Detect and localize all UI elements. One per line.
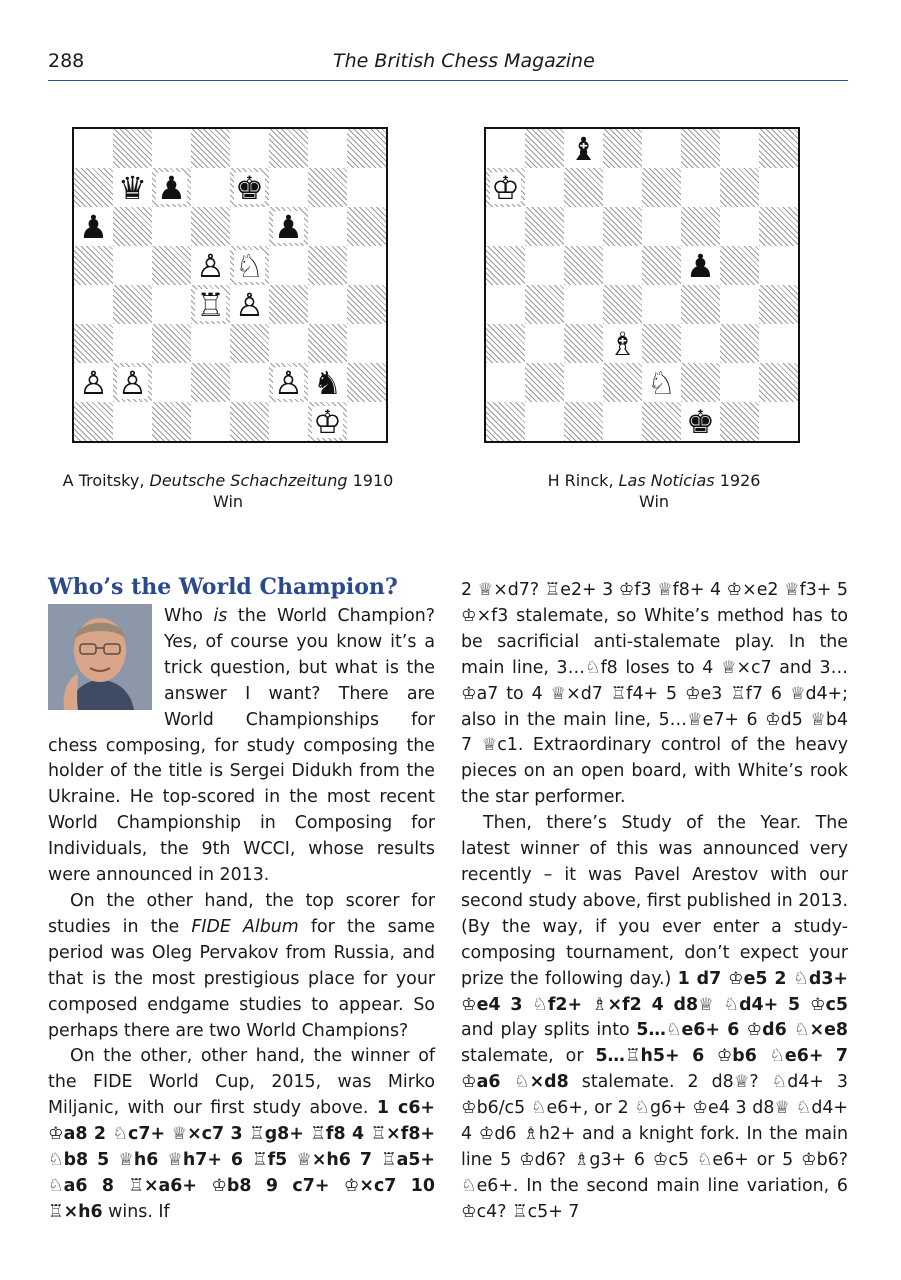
square-f7 (269, 168, 308, 207)
square-g7 (720, 168, 759, 207)
square-a2 (486, 363, 525, 402)
left-column (48, 604, 435, 1226)
square-d2 (603, 363, 642, 402)
caption-year: 1910 (347, 471, 394, 490)
square-f3 (269, 324, 308, 363)
square-a5 (486, 246, 525, 285)
square-g1 (308, 402, 347, 441)
square-d4 (603, 285, 642, 324)
chess-piece-icon: ♚ (235, 168, 264, 207)
square-h3 (347, 324, 386, 363)
chess-piece-icon: ♙ (118, 363, 147, 402)
square-b8 (113, 129, 152, 168)
square-g4 (720, 285, 759, 324)
square-d4 (191, 285, 230, 324)
square-e4 (230, 285, 269, 324)
square-h8 (759, 129, 798, 168)
square-e6 (230, 207, 269, 246)
square-a1 (486, 402, 525, 441)
square-g6 (308, 207, 347, 246)
square-c5 (564, 246, 603, 285)
page-number: 288 (48, 50, 85, 72)
square-h3 (759, 324, 798, 363)
square-f8 (681, 129, 720, 168)
square-g6 (720, 207, 759, 246)
square-f6 (681, 207, 720, 246)
square-f8 (269, 129, 308, 168)
square-g5 (720, 246, 759, 285)
caption-result: Win (212, 492, 244, 511)
square-c7 (564, 168, 603, 207)
square-f4 (681, 285, 720, 324)
square-d7 (603, 168, 642, 207)
square-e1 (642, 402, 681, 441)
chess-piece-icon: ♘ (235, 246, 264, 285)
chess-piece-icon: ♖ (196, 285, 225, 324)
chess-piece-icon: ♟ (157, 168, 186, 207)
caption-author: H Rinck, (547, 471, 619, 490)
article-title: Who’s the World Champion? (48, 574, 398, 600)
square-h7 (759, 168, 798, 207)
square-g1 (720, 402, 759, 441)
square-h5 (347, 246, 386, 285)
square-c3 (152, 324, 191, 363)
square-c2 (564, 363, 603, 402)
square-b8 (525, 129, 564, 168)
diagram-1-caption (58, 470, 398, 512)
square-a1 (74, 402, 113, 441)
square-d2 (191, 363, 230, 402)
square-a6 (74, 207, 113, 246)
paragraph-5: Then, there’s Study of the Year. The latest winner of this was announced very recently – it was Pavel Arestov with our second study above, first published in 2013. (By the way, if you ever enter a study-composing tournament, don’t expect your prize the following day.) 1 d7 ♔e5 2 ♘d3+ ♔e4 3 ♘f2+ ♗×f2 4 d8♕ ♘d4+ 5 ♔c5 and play splits into 5…♘e6+ 6 ♔d6 ♘×e8 stalemate, or 5…♖h5+ 6 ♔b6 ♘e6+ 7 ♔a6 ♘×d8 stalemate. 2 d8♕? ♘d4+ 3 ♔b6/c5 ♘e6+, or 2 ♘g6+ ♔e4 3 d8♕ ♘d4+ 4 ♔d6 ♗h2+ and a knight fork. In the main line 5 ♔d6? ♗g3+ 6 ♔c5 ♘e6+ or 5 ♔b6? ♘e6+. In the second main line variation, 6 ♔c4? ♖c5+ 7 (461, 813, 848, 1222)
square-h7 (347, 168, 386, 207)
square-h4 (347, 285, 386, 324)
square-h2 (347, 363, 386, 402)
chess-piece-icon: ♞ (313, 363, 342, 402)
square-e4 (642, 285, 681, 324)
square-g3 (720, 324, 759, 363)
square-b2 (113, 363, 152, 402)
paragraph-3: On the other, other hand, the winner of the FIDE World Cup, 2015, was Mirko Miljanic, with our first study above. 1 c6+ ♔a8 2 ♘c7+ ♕×c7 3 ♖g8+ ♖f8 4 ♖×f8+ ♘b8 5 ♕h6 ♕h7+ 6 ♖f5 ♕×h6 7 ♖a5+ ♘a6 8 ♖×a6+ ♔b8 9 c7+ ♔×c7 10 ♖×h6 wins. If (48, 1046, 435, 1222)
square-e7 (642, 168, 681, 207)
square-e8 (642, 129, 681, 168)
chess-piece-icon: ♚ (686, 402, 715, 441)
square-a8 (486, 129, 525, 168)
square-d7 (191, 168, 230, 207)
square-d5 (603, 246, 642, 285)
chess-piece-icon: ♛ (118, 168, 147, 207)
caption-source: Las Noticias (618, 471, 715, 490)
square-b5 (113, 246, 152, 285)
caption-source: Deutsche Schachzeitung (149, 471, 348, 490)
square-h1 (347, 402, 386, 441)
square-h1 (759, 402, 798, 441)
square-g2 (720, 363, 759, 402)
square-f4 (269, 285, 308, 324)
chess-piece-icon: ♔ (313, 402, 342, 441)
square-g3 (308, 324, 347, 363)
running-title: The British Chess Magazine (333, 50, 595, 72)
square-d5 (191, 246, 230, 285)
square-c4 (564, 285, 603, 324)
square-c8 (152, 129, 191, 168)
square-a5 (74, 246, 113, 285)
square-e6 (642, 207, 681, 246)
chess-diagram-2 (484, 127, 800, 443)
square-c4 (152, 285, 191, 324)
paragraph-1: Who is the World Champion? Yes, of course you know it’s a trick question, but what is the answer I want? There are World Championships for chess composing, for study composing the holder of the title is Sergei Didukh from the Ukraine. He top-scored in the most recent World Championship in Composing for Individuals, the 9th WCCI, whose results were announced in 2013. (48, 606, 435, 886)
chess-piece-icon: ♟ (686, 246, 715, 285)
square-d1 (603, 402, 642, 441)
square-c6 (564, 207, 603, 246)
square-g8 (308, 129, 347, 168)
square-h6 (759, 207, 798, 246)
chess-piece-icon: ♟ (274, 207, 303, 246)
square-f6 (269, 207, 308, 246)
chess-piece-icon: ♔ (491, 168, 520, 207)
square-c1 (152, 402, 191, 441)
square-e5 (642, 246, 681, 285)
square-b2 (525, 363, 564, 402)
square-f3 (681, 324, 720, 363)
square-a7 (74, 168, 113, 207)
square-a3 (74, 324, 113, 363)
square-b6 (525, 207, 564, 246)
square-g4 (308, 285, 347, 324)
chess-diagram-1 (72, 127, 388, 443)
diagram-2-caption (484, 470, 824, 512)
square-b4 (113, 285, 152, 324)
chess-piece-icon: ♙ (274, 363, 303, 402)
square-b6 (113, 207, 152, 246)
square-a8 (74, 129, 113, 168)
square-g8 (720, 129, 759, 168)
square-f7 (681, 168, 720, 207)
square-b1 (113, 402, 152, 441)
square-a4 (74, 285, 113, 324)
square-g7 (308, 168, 347, 207)
square-g5 (308, 246, 347, 285)
square-e2 (230, 363, 269, 402)
right-column (461, 578, 848, 1226)
square-b3 (113, 324, 152, 363)
square-e7 (230, 168, 269, 207)
square-e1 (230, 402, 269, 441)
square-c1 (564, 402, 603, 441)
square-d1 (191, 402, 230, 441)
caption-author: A Troitsky, (62, 471, 150, 490)
square-h6 (347, 207, 386, 246)
square-b3 (525, 324, 564, 363)
chess-piece-icon: ♙ (79, 363, 108, 402)
square-b7 (113, 168, 152, 207)
square-c7 (152, 168, 191, 207)
square-h4 (759, 285, 798, 324)
square-b1 (525, 402, 564, 441)
caption-result: Win (638, 492, 670, 511)
square-b4 (525, 285, 564, 324)
square-f2 (269, 363, 308, 402)
square-h8 (347, 129, 386, 168)
square-f5 (681, 246, 720, 285)
chess-piece-icon: ♟ (79, 207, 108, 246)
paragraph-4: 2 ♕×d7? ♖e2+ 3 ♔f3 ♕f8+ 4 ♔×e2 ♕f3+ 5 ♔×f3 stalemate, so White’s method has to be sacrificial anti-stalemate play. In the main line, 3…♘f8 loses to 4 ♕×c7 and 3…♔a7 to 4 ♕×d7 ♖f4+ 5 ♔e3 ♖f7 6 ♕d4+; also in the main line, 5…♕e7+ 6 ♔d5 ♕b4 7 ♕c1. Extraordinary control of the heavy pieces on an open board, with White’s rook the star performer. (461, 580, 848, 808)
square-a4 (486, 285, 525, 324)
square-a7 (486, 168, 525, 207)
square-d6 (603, 207, 642, 246)
square-f1 (269, 402, 308, 441)
chess-piece-icon: ♝ (569, 129, 598, 168)
square-g2 (308, 363, 347, 402)
square-e8 (230, 129, 269, 168)
square-e3 (230, 324, 269, 363)
square-a2 (74, 363, 113, 402)
square-d3 (603, 324, 642, 363)
square-a6 (486, 207, 525, 246)
paragraph-2: On the other hand, the top scorer for studies in the FIDE Album for the same period was Oleg Pervakov from Russia, and that is the most prestigious place for your composed endgame studies to appear. So perhaps there are two World Champions? (48, 890, 435, 1041)
square-f2 (681, 363, 720, 402)
square-d6 (191, 207, 230, 246)
caption-year: 1926 (714, 471, 761, 490)
square-c2 (152, 363, 191, 402)
square-c6 (152, 207, 191, 246)
square-e2 (642, 363, 681, 402)
square-b7 (525, 168, 564, 207)
square-c3 (564, 324, 603, 363)
chess-piece-icon: ♗ (608, 324, 637, 363)
header-rule (48, 80, 848, 81)
square-d8 (603, 129, 642, 168)
square-h5 (759, 246, 798, 285)
chess-piece-icon: ♘ (647, 363, 676, 402)
square-h2 (759, 363, 798, 402)
square-a3 (486, 324, 525, 363)
square-d8 (191, 129, 230, 168)
square-e3 (642, 324, 681, 363)
square-b5 (525, 246, 564, 285)
chess-piece-icon: ♙ (196, 246, 225, 285)
square-e5 (230, 246, 269, 285)
square-c5 (152, 246, 191, 285)
square-f5 (269, 246, 308, 285)
square-f1 (681, 402, 720, 441)
square-c8 (564, 129, 603, 168)
chess-piece-icon: ♙ (235, 285, 264, 324)
square-d3 (191, 324, 230, 363)
